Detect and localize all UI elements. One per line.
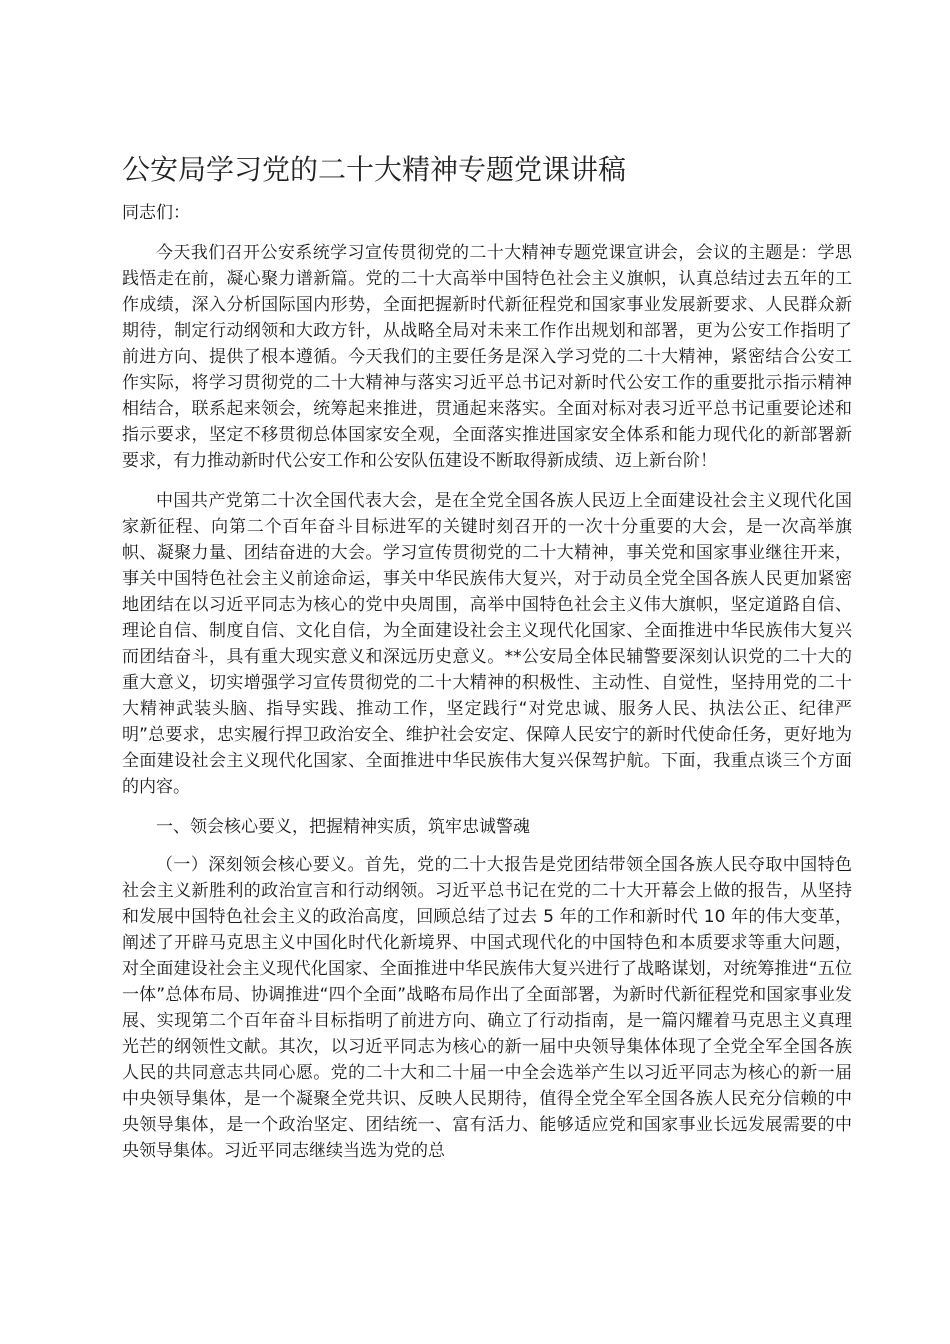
paragraph-intro: 今天我们召开公安系统学习宣传贯彻党的二十大精神专题党课宣讲会，会议的主题是：学思践悟走在前，凝心聚力谱新篇。党的二十大高举中国特色社会主义旗帜，认真总结过去五年的工作成绩，深入分析国际国内形势，全面把握新时代新征程党和国家事业发展新要求、人民群众新期待，制定行动纲领和大政方针，从战略全局对未来工作作出规划和部署，更为公安工作指明了前进方向、提供了根本遵循。今天我们的主要任务是深入学习党的二十大精神，紧密结合公安工作实际，将学习贯彻党的二十大精神与落实习近平总书记对新时代公安工作的重要批示指示精神相结合，联系起来领会，统筹起来推进，贯通起来落实。全面对标对表习近平总书记重要论述和指示要求，坚定不移贯彻总体国家安全观，全面落实推进国家安全体系和能力现代化的新部署新要求，有力推动新时代公安工作和公安队伍建设不断取得新成绩、迈上新台阶！ xyxy=(122,243,852,471)
paragraph-section-one: （一）深刻领会核心要义。首先，党的二十大报告是党团结带领全国各族人民夺取中国特色社会主义新胜利的政治宣言和行动纲领。习近平总书记在党的二十大开幕会上做的报告，从坚持和发展中国特色社会主义的政治高度，回顾总结了过去 5 年的工作和新时代 10 年的伟大变革，阐述了开辟马克思主义中国化时代化新境界、中国式现代化的中国特色和本质要求等重大问题，对全面建设社会主义现代化国家、全面推进中华民族伟大复兴进行了战略谋划，对统筹推进“五位一体”总体布局、协调推进“四个全面”战略布局作出了全面部署，为新时代新征程党和国家事业发展、实现第二个百年奋斗目标指明了前进方向、确立了行动指南，是一篇闪耀着马克思主义真理光芒的纲领性文献。其次，以习近平同志为核心的新一届中央领导集体体现了全党全军全国各族人民的共同意志共同心愿。党的二十大和二十届一中全会选举产生以习近平同志为核心的新一届中央领导集体，是一个凝聚全党共识、反映人民期待，值得全党全军全国各族人民充分信赖的中央领导集体，是一个政治坚定、团结统一、富有活力、能够适应党和国家事业长远发展需要的中央领导集体。习近平同志继续当选为党的总 xyxy=(122,855,852,1161)
section-heading: 一、领会核心要义，把握精神实质，筑牢忠诚警魂 xyxy=(156,817,530,837)
paragraph-significance: 中国共产党第二十次全国代表大会，是在全党全国各族人民迈上全面建设社会主义现代化国家新征程、向第二个百年奋斗目标进军的关键时刻召开的一次十分重要的大会，是一次高举旗帜、凝聚力量、团结奋进的大会。学习宣传贯彻党的二十大精神，事关党和国家事业继往开来，事关中国特色社会主义前途命运，事关中华民族伟大复兴，对于动员全党全国各族人民更加紧密地团结在以习近平同志为核心的党中央周围，高举中国特色社会主义伟大旗帜，坚定道路自信、理论自信、制度自信、文化自信，为全面建设社会主义现代化国家、全面推进中华民族伟大复兴而团结奋斗，具有重大现实意义和深远历史意义。**公安局全体民辅警要深刻认识党的二十大的重大意义，切实增强学习宣传贯彻党的二十大精神的积极性、主动性、自觉性，坚持用党的二十大精神武装头脑、指导实践、推动工作，坚定践行“对党忠诚、服务人民、执法公正、纪律严明”总要求，忠实履行捍卫政治安全、维护社会安定、保障人民安宁的新时代使命任务，更好地为全面建设社会主义现代化国家、全面推进中华民族伟大复兴保驾护航。下面，我重点谈三个方面的内容。 xyxy=(122,491,852,797)
document-title: 公安局学习党的二十大精神专题党课讲稿 xyxy=(122,153,627,186)
document-page xyxy=(122,150,852,1178)
salutation: 同志们： xyxy=(122,203,190,223)
